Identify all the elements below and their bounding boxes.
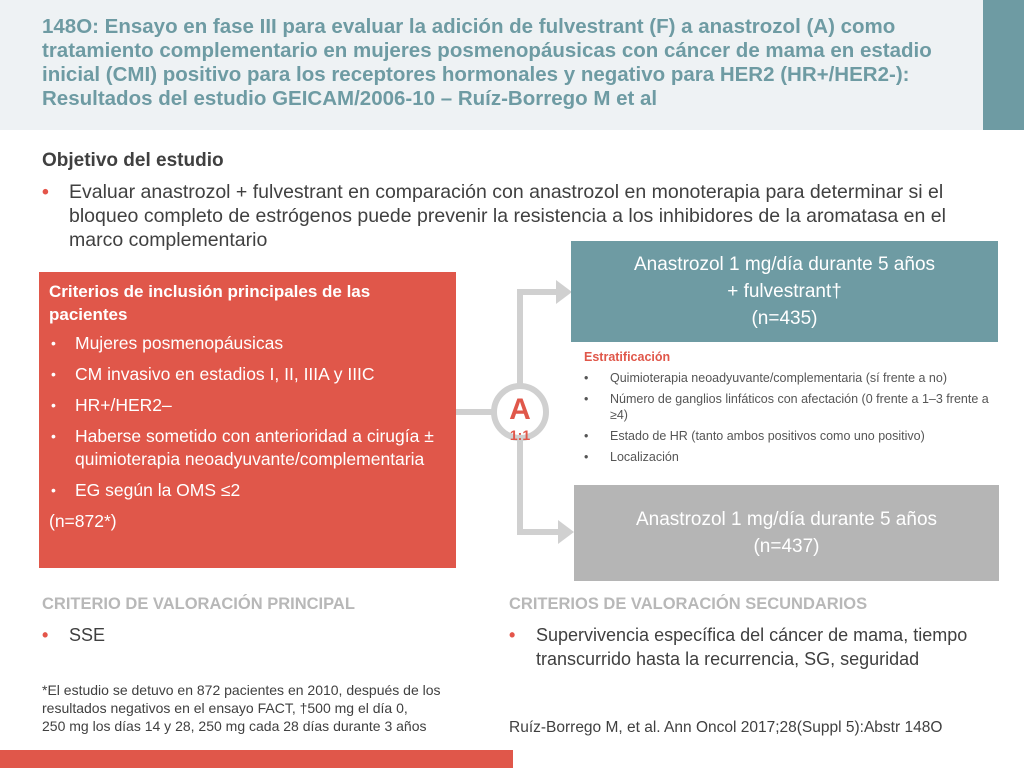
inclusion-title: Criterios de inclusión principales de las pacientes — [49, 282, 371, 324]
bullet-icon: • — [51, 482, 56, 498]
secondary-endpoints-text: Supervivencia específica del cáncer de mama, tiempo transcurrido hasta la recurrencia, SG, seguridad — [536, 625, 968, 669]
bullet-icon: • — [509, 625, 516, 645]
inclusion-count: (n=872*) — [49, 511, 117, 531]
footnote — [42, 681, 502, 735]
stratification-title: Estratificación — [584, 350, 671, 364]
primary-endpoint-item — [42, 624, 482, 648]
footnote-line: resultados negativos en el ensayo FACT, †500 mg el día 0, — [42, 700, 408, 716]
arm-1-count: (n=435) — [751, 308, 818, 329]
treatment-arm-1 — [571, 241, 998, 342]
stratification-list — [584, 370, 994, 465]
list-item: • HR+/HER2– — [51, 395, 172, 415]
inclusion-criteria-box — [39, 272, 456, 568]
bullet-icon: • — [51, 335, 56, 351]
list-item: • Mujeres posmenopáusicas — [51, 333, 284, 353]
arm-1-addition: + fulvestrant† — [727, 281, 842, 302]
footnote-line: *El estudio se detuvo en 872 pacientes en 2010, después de los — [42, 682, 441, 698]
secondary-endpoints-heading: CRITERIOS DE VALORACIÓN SECUNDARIOS — [509, 595, 868, 613]
stratification-section — [584, 349, 994, 470]
inclusion-list — [49, 332, 446, 502]
arm-1-regimen: Anastrozol 1 mg/día durante 5 años — [633, 254, 936, 275]
list-item: • Localización — [584, 450, 679, 464]
bullet-icon: • — [51, 366, 56, 382]
footer-accent-bar — [0, 750, 513, 768]
list-item: • CM invasivo en estadios I, II, IIIA y IIIC — [51, 364, 375, 384]
bullet-icon: • — [584, 371, 589, 385]
bullet-icon: • — [584, 429, 589, 443]
secondary-endpoints-item — [509, 624, 969, 671]
slide-title: 148O: Ensayo en fase III para evaluar la adición de fulvestrant (F) a anastrozol (A) como tratamiento complementario en mujeres posmenopáusicas con cáncer de mama en estadio inicial (CMI) positivo para los receptores hormonales y negativo para HER2 (HR+/HER2-): Resultados del estudio GEICAM/2006-10 – Ruíz-Borrego M et al — [42, 15, 932, 110]
randomization-label — [494, 393, 546, 443]
primary-endpoint-heading: CRITERIO DE VALORACIÓN PRINCIPAL — [42, 595, 355, 613]
bullet-icon: • — [42, 625, 49, 645]
arm-2-count: (n=437) — [753, 536, 820, 557]
list-item: • EG según la OMS ≤2 — [51, 480, 241, 500]
arm-2-regimen: Anastrozol 1 mg/día durante 5 años — [635, 509, 938, 530]
list-item: • Haberse sometido con anterioridad a cirugía ± quimioterapia neoadyuvante/complementaria — [51, 426, 434, 469]
list-item: • Quimioterapia neoadyuvante/complementaria (sí frente a no) — [584, 371, 947, 385]
arrowhead-arm-1 — [556, 280, 572, 304]
citation: Ruíz-Borrego M, et al. Ann Oncol 2017;28(Suppl 5):Abstr 148O — [509, 719, 943, 736]
list-item: • Número de ganglios linfáticos con afectación (0 frente a 1–3 frente a ≥4) — [584, 392, 989, 422]
objective-heading: Objetivo del estudio — [42, 150, 224, 171]
randomization-ratio: 1:1 — [509, 427, 531, 443]
bullet-icon: • — [42, 181, 49, 203]
arrowhead-arm-2 — [558, 520, 574, 544]
bullet-icon: • — [51, 428, 56, 444]
objective-text: Evaluar anastrozol + fulvestrant en comparación con anastrozol en monoterapia para determinar si el bloqueo completo de estrógenos puede prevenir la resistencia a los inhibidores de la aromatasa en el marco complementario — [69, 181, 946, 251]
footnote-line: 250 mg los días 14 y 28, 250 mg cada 28 días durante 3 años — [42, 718, 427, 734]
list-item: • Estado de HR (tanto ambos positivos como uno positivo) — [584, 429, 925, 443]
bullet-icon: • — [584, 450, 589, 464]
randomization-letter: A — [509, 393, 531, 426]
primary-endpoint-text: SSE — [69, 625, 106, 645]
treatment-arm-2 — [574, 485, 999, 581]
bullet-icon: • — [584, 392, 589, 406]
bullet-icon: • — [51, 397, 56, 413]
